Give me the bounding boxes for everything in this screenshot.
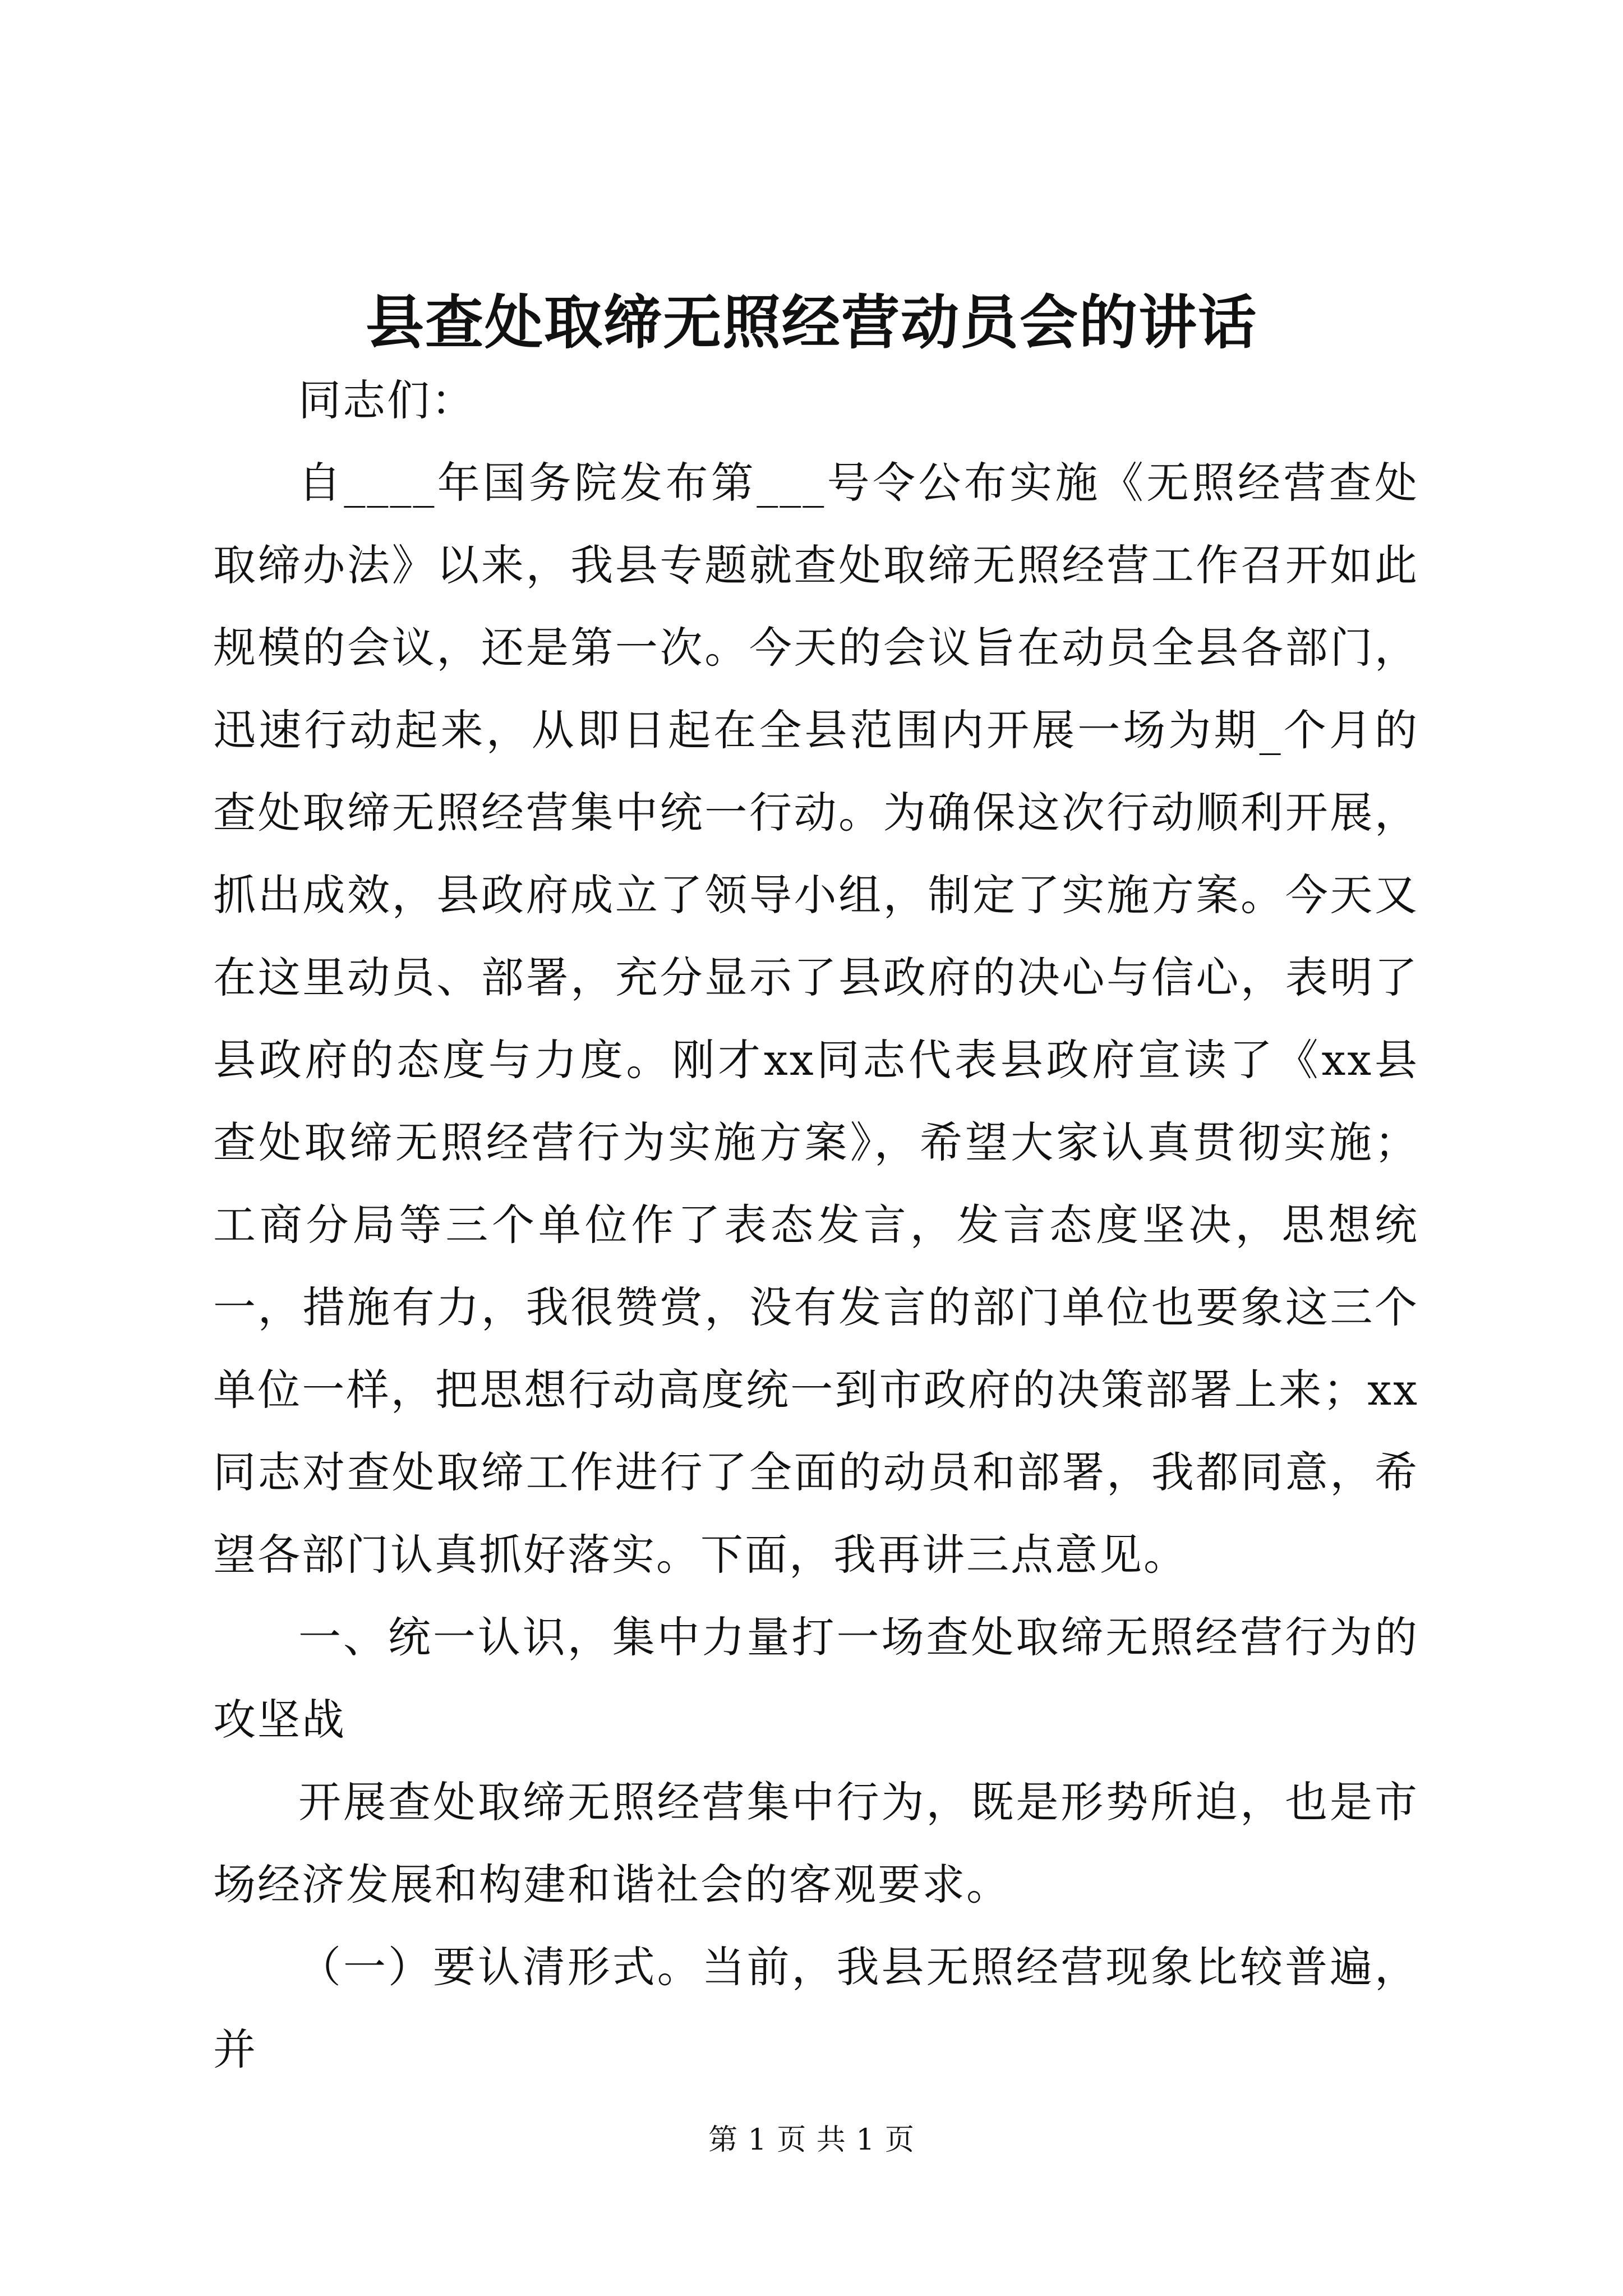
section-intro-paragraph: 开展查处取缔无照经营集中行为，既是形势所迫，也是市场经济发展和构建和谐社会的客观要求。 <box>213 1777 1419 1910</box>
document-body <box>213 359 1419 2091</box>
document-title: 县查处取缔无照经营动员会的讲话 <box>365 288 1257 357</box>
page-footer: 第 1 页 共 1 页 <box>708 2123 915 2157</box>
salutation-paragraph: 同志们： <box>298 375 476 425</box>
section-heading-one: 一、统一认识，集中力量打一场查处取缔无照经营行为的攻坚战 <box>213 1612 1419 1745</box>
subsection-paragraph: （一）要认清形式。当前，我县无照经营现象比较普遍，并 <box>213 1942 1419 2074</box>
opening-paragraph: 自____年国务院发布第___号令公布实施《无照经营查处取缔办法》以来，我县专题就查处取缔无照经营工作召开如此规模的会议，还是第一次。今天的会议旨在动员全县各部门，迅速行动起来，从即日起在全县范围内开展一场为期_个月的查处取缔无照经营集中统一行动。为确保这次行动顺利开展，抓出成效，县政府成立了领导小组，制定了实施方案。今天又在这里动员、部署，充分显示了县政府的决心与信心，表明了县政府的态度与力度。刚才xx同志代表县政府宣读了《xx县查处取缔无照经营行为实施方案》，希望大家认真贯彻实施；工商分局等三个单位作了表态发言，发言态度坚决，思想统一，措施有力，我很赞赏，没有发言的部门单位也要象这三个单位一样，把思想行动高度统一到市政府的决策部署上来；xx同志对查处取缔工作进行了全面的动员和部署，我都同意，希望各部门认真抓好落实。下面，我再讲三点意见。 <box>213 458 1419 1580</box>
